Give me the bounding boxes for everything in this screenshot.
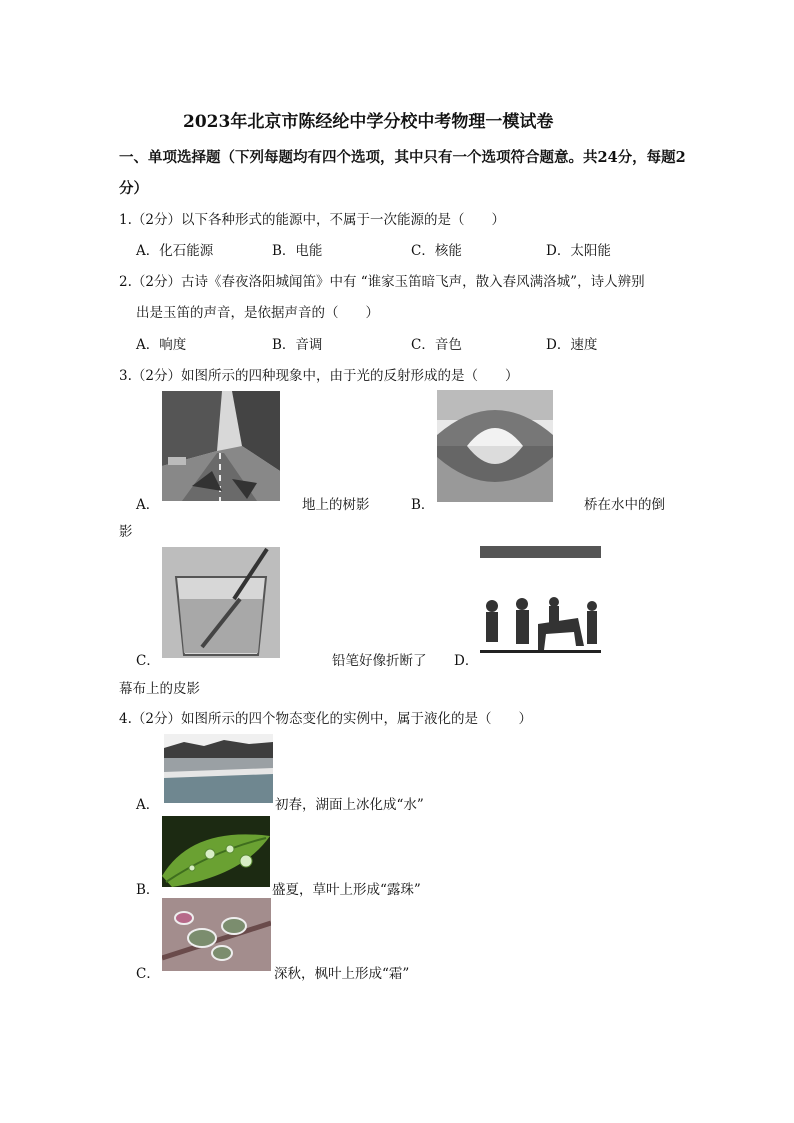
q4-image-dew-on-leaf [162,816,270,887]
q1-stem: 1.（2分）以下各种形式的能源中，不属于一次能源的是（ ） [119,212,505,228]
q3-option-b-text: 桥在水中的倒 [584,497,665,513]
q3-option-d-text: 幕布上的皮影 [119,681,200,697]
q3-image-tree-shadow [162,391,280,501]
page-title: 2023年北京市陈经纶中学分校中考物理一模试卷 [183,112,554,132]
q4-option-c-text: 深秋，枫叶上形成“霜” [274,966,410,982]
q4-option-a-text: 初春，湖面上冰化成“水” [275,797,424,813]
q2-option-c: C．音色 [411,337,462,353]
q2-option-d: D．速度 [546,337,598,353]
q3-image-shadow-puppets [480,546,601,658]
q4-option-a-letter: A． [136,797,160,813]
q4-image-frost-on-leaves [162,898,271,971]
q3-image-bridge-reflection [437,390,553,502]
q2-option-a: A．响度 [136,337,187,353]
q3-option-a-text: 地上的树影 [302,497,370,513]
q1-option-d: D．太阳能 [546,243,611,259]
q3-option-a-letter: A． [136,497,160,513]
section-heading-line1: 一、单项选择题（下列每题均有四个选项，其中只有一个选项符合题意。共24分，每题2 [119,149,686,166]
q1-option-c: C．核能 [411,243,462,259]
q4-option-c-letter: C． [136,966,160,982]
q2-option-b: B．音调 [272,337,323,353]
q4-stem: 4.（2分）如图所示的四个物态变化的实例中，属于液化的是（ ） [119,711,532,727]
q2-stem-line1: 2.（2分）古诗《春夜洛阳城闻笛》中有 “谁家玉笛暗飞声，散入春风满洛城”，诗人辨别 [119,274,645,290]
q1-option-a: A．化石能源 [136,243,214,259]
q4-image-lake-ice-melt [164,734,273,803]
q3-stem: 3.（2分）如图所示的四种现象中，由于光的反射形成的是（ ） [119,368,519,384]
q4-option-b-letter: B． [136,882,160,898]
q3-option-c-letter: C． [136,653,160,669]
q3-option-d-letter: D． [454,653,479,669]
q4-option-b-text: 盛夏，草叶上形成“露珠” [272,882,421,898]
section-heading-line2: 分） [119,180,148,197]
q3-image-pencil-in-glass [162,547,280,658]
q1-option-b: B．电能 [272,243,323,259]
q3-option-c-text: 铅笔好像折断了 [332,653,427,669]
q2-stem-line2: 出是玉笛的声音，是依据声音的（ ） [136,305,379,321]
q3-option-b-text-cont: 影 [119,524,133,540]
q3-option-b-letter: B． [411,497,435,513]
